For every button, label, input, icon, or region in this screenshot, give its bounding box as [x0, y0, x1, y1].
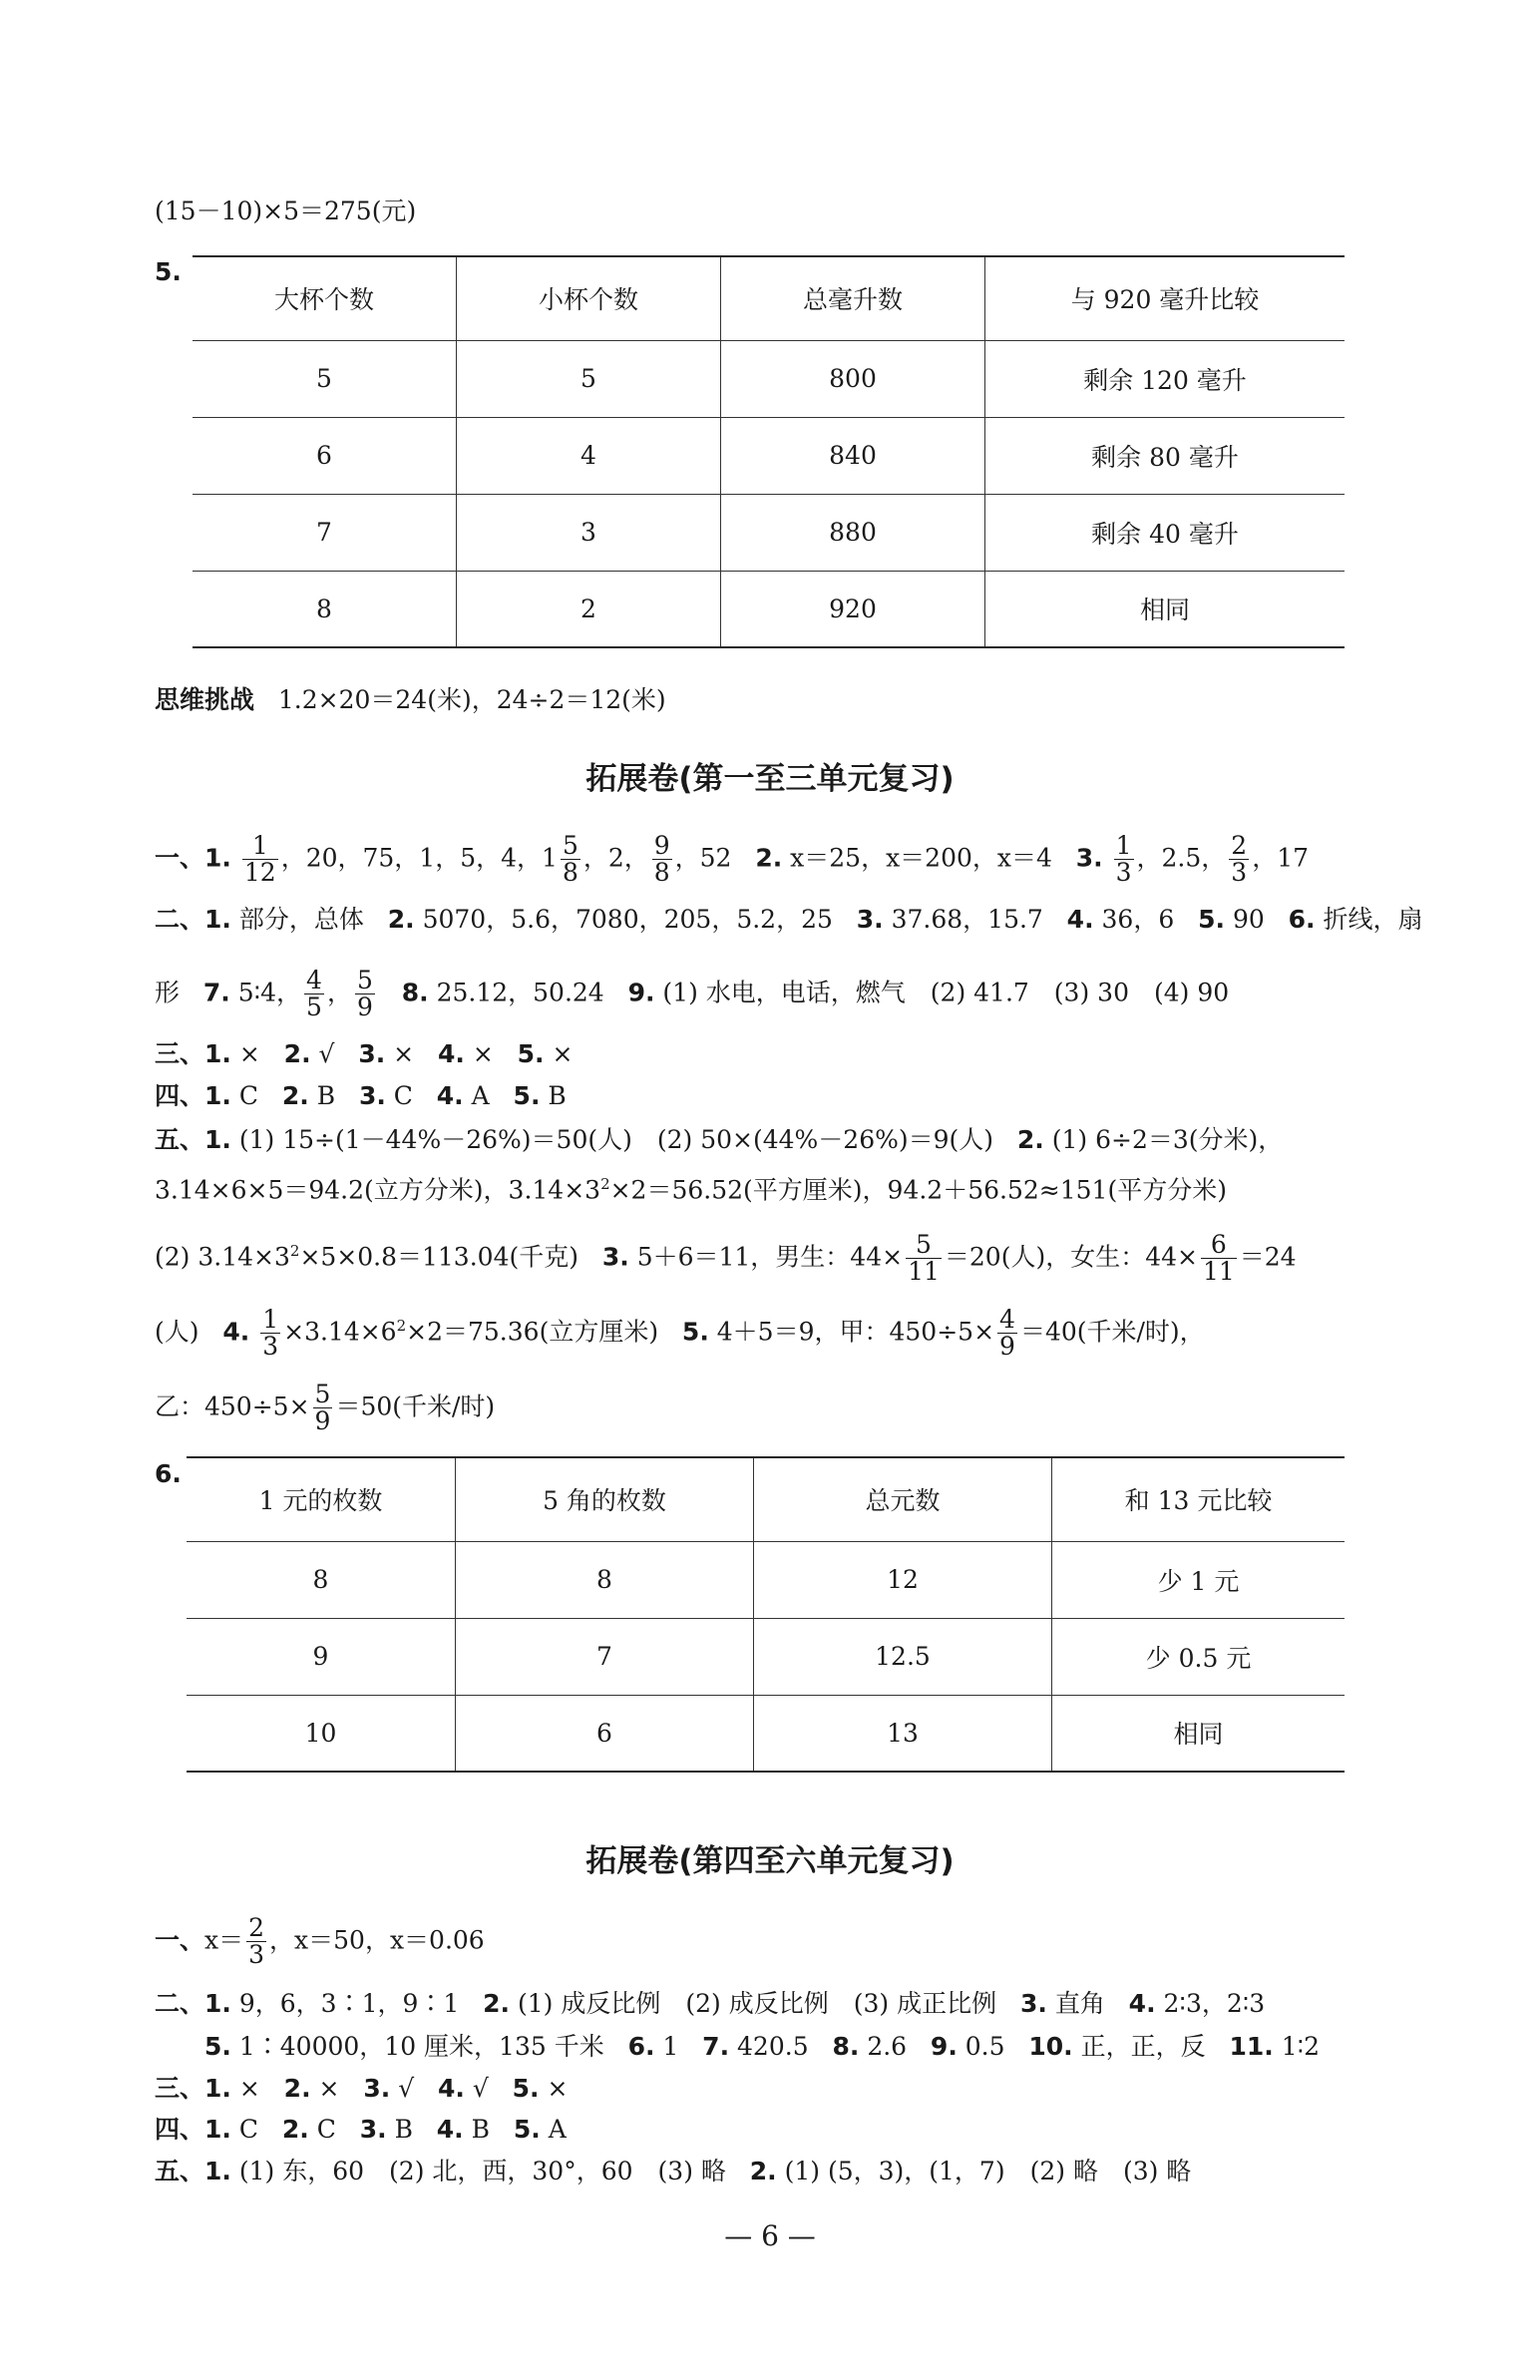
answer-text: 90 [1232, 905, 1265, 934]
table-cell: 3 [457, 494, 721, 571]
item-number: 7. [202, 978, 230, 1007]
q5-table [192, 255, 1345, 648]
s2-line-4: 三、1. × 2. × 3. √ 4. √ 5. × [155, 2074, 569, 2103]
table-row [192, 571, 1345, 647]
table-cell: 880 [721, 494, 985, 571]
table-header-cell: 5 角的枚数 [456, 1457, 754, 1541]
table-cell: 800 [721, 340, 985, 417]
item-number: 4. [1066, 905, 1094, 934]
fraction: $\frac{9}{8}$ [653, 831, 670, 888]
item-number: 2. [755, 843, 783, 873]
table-cell: 7 [456, 1618, 754, 1695]
table-cell: 少 1 元 [1052, 1541, 1346, 1618]
item-number: 3. [856, 905, 884, 934]
q5-label: 5. [155, 257, 182, 286]
fraction: $\frac{1}{12}$ [243, 831, 276, 888]
item-number: 1. [204, 843, 231, 873]
item-marker: 二、 [155, 905, 205, 934]
section2-title: 拓展卷(第四至六单元复习) [585, 1843, 955, 1879]
table-cell: 12 [754, 1541, 1052, 1618]
s1-line-2 [155, 903, 1422, 937]
fraction: $\frac{5}{9}$ [356, 966, 373, 1022]
s2-line-5: 四、1. C 2. C 3. B 4. B 5. A [155, 2115, 567, 2144]
answer-text: 形 [155, 978, 181, 1007]
table-cell: 2 [457, 571, 721, 647]
answer-text: 部分，总体 [238, 905, 364, 934]
table-cell: 相同 [985, 571, 1346, 647]
table-header-cell: 总毫升数 [721, 256, 985, 340]
s1-line-5: 四、1. C 2. B 3. C 4. A 5. B [155, 1081, 567, 1110]
s2-line-3: 5. 1∶40000，10 厘米，135 千米 6. 1 7. 420.5 8. 2.6 9. 0.5 10. 正，正，反 11. 1∶2 [204, 2032, 1321, 2061]
answer-text: 5∶4， [237, 978, 302, 1007]
table-row [187, 1541, 1345, 1618]
item-number: 8. [401, 978, 429, 1007]
fraction: $\frac{1}{3}$ [1115, 831, 1132, 888]
answer-text: 折线，扇 [1323, 905, 1423, 934]
table-cell: 8 [456, 1541, 754, 1618]
fraction: $\frac{2}{3}$ [1231, 831, 1248, 888]
item-number: 3. [1075, 843, 1103, 873]
table-header-cell: 总元数 [754, 1457, 1052, 1541]
answer-text: 36，6 [1101, 905, 1175, 934]
table-cell: 6 [192, 417, 457, 494]
table-cell: 4 [457, 417, 721, 494]
table-header-row [187, 1457, 1345, 1541]
answer-text: ，20，75，1，5，4，1 [280, 843, 558, 873]
answer-text: x＝25，x＝200，x＝4 [790, 843, 1052, 873]
answer-text: 37.68，15.7 [891, 905, 1043, 934]
top-equation: (15－10)×5＝275(元) [155, 197, 417, 225]
s1-line-10: 乙：450÷5× $\frac{5}{9}$ ＝50(千米/时) [155, 1380, 496, 1436]
table-cell: 12.5 [754, 1618, 1052, 1695]
fraction: $\frac{4}{9}$ [999, 1305, 1015, 1362]
table-cell: 6 [456, 1695, 754, 1772]
challenge-text: 1.2×20＝24(米)，24÷2＝12(米) [277, 685, 666, 714]
table-row [187, 1618, 1345, 1695]
answer-text: ，2， [582, 843, 649, 873]
table-cell: 8 [187, 1541, 456, 1618]
item-number: 2. [387, 905, 415, 934]
fraction: $\frac{2}{3}$ [248, 1913, 265, 1970]
table-cell: 剩余 40 毫升 [985, 494, 1346, 571]
fraction: $\frac{5}{8}$ [562, 831, 578, 888]
q6-label: 6. [155, 1459, 182, 1488]
table-header-cell: 1 元的枚数 [187, 1457, 456, 1541]
table-cell: 10 [187, 1695, 456, 1772]
section1-title: 拓展卷(第一至三单元复习) [585, 761, 955, 797]
table-cell: 920 [721, 571, 985, 647]
table-row [192, 494, 1345, 571]
table-row [192, 340, 1345, 417]
fraction: $\frac{4}{5}$ [306, 966, 322, 1022]
s2-line-1: 一、x＝ $\frac{2}{3}$ ，x＝50，x＝0.06 [155, 1913, 485, 1970]
answer-text: 25.12，50.24 [436, 978, 604, 1007]
fraction: $\frac{6}{11}$ [1202, 1230, 1235, 1287]
challenge-line [155, 683, 666, 717]
table-cell: 剩余 120 毫升 [985, 340, 1346, 417]
answer-text: (1) 水电，电话，燃气 (2) 41.7 (3) 30 (4) 90 [662, 978, 1230, 1007]
fraction: $\frac{1}{3}$ [262, 1305, 279, 1362]
table-cell: 840 [721, 417, 985, 494]
table-cell: 5 [192, 340, 457, 417]
item-number: 6. [1288, 905, 1316, 934]
table-cell: 剩余 80 毫升 [985, 417, 1346, 494]
s1-line-3 [155, 968, 1229, 1021]
answer-text: ，17 [1252, 843, 1309, 873]
page-number: — 6 — [724, 2219, 816, 2252]
item-marker: 一、 [155, 843, 205, 873]
table-cell: 8 [192, 571, 457, 647]
table-cell: 少 0.5 元 [1052, 1618, 1346, 1695]
s2-line-6: 五、1. (1) 东，60 (2) 北，西，30°，60 (3) 略 2. (1) (5，3)，(1，7) (2) 略 (3) 略 [155, 2157, 1192, 2185]
s1-line-7: 3.14×6×5＝94.2(立方分米)，$3.14\times 3^2\times 2=56.52$(平方厘米)，94.2＋56.52≈151(平方分米) [155, 1175, 1227, 1205]
table-cell: 9 [187, 1618, 456, 1695]
answer-text: ，2.5， [1136, 843, 1227, 873]
table-header-cell: 小杯个数 [457, 256, 721, 340]
fraction: $\frac{5}{9}$ [314, 1380, 331, 1436]
table-header-row [192, 256, 1345, 340]
item-number: 1. [204, 905, 231, 934]
table-cell: 相同 [1052, 1695, 1346, 1772]
item-number: 9. [627, 978, 655, 1007]
answer-text: ， [326, 978, 352, 1007]
answer-text: 5070，5.6，7080，205，5.2，25 [422, 905, 833, 934]
s2-line-2: 二、1. 9，6，3∶1，9∶1 2. (1) 成反比例 (2) 成反比例 (3) 成正比例 3. 直角 4. 2∶3，2∶3 [155, 1989, 1266, 2018]
table-header-cell: 大杯个数 [192, 256, 457, 340]
item-number: 5. [1198, 905, 1225, 934]
table-cell: 5 [457, 340, 721, 417]
s1-line-1 [155, 833, 1309, 887]
table-header-cell: 和 13 元比较 [1052, 1457, 1346, 1541]
fraction: $\frac{5}{11}$ [908, 1230, 940, 1287]
s1-line-4: 三、1. × 2. √ 3. × 4. × 5. × [155, 1039, 574, 1068]
challenge-label: 思维挑战 [155, 685, 255, 714]
table-cell: 7 [192, 494, 457, 571]
s1-line-8: (2) $3.14\times 3^2\times 5\times 0.8=113.04$(千克) 3. 5＋6＝11，男生：44× $\frac{5}{11}$ ＝20(人)，女生：44× $\frac{6}{11}$ ＝24 [155, 1230, 1297, 1287]
table-cell: 13 [754, 1695, 1052, 1772]
table-header-cell: 与 920 毫升比较 [985, 256, 1346, 340]
table-row [187, 1695, 1345, 1772]
answer-text: ，52 [674, 843, 732, 873]
q6-table [187, 1456, 1345, 1773]
table-row [192, 417, 1345, 494]
s1-line-6: 五、1. (1) 15÷(1－44%－26%)＝50(人) (2) 50×(44%－26%)＝9(人) 2. (1) 6÷2＝3(分米)， [155, 1125, 1284, 1154]
s1-line-9: (人) 4. $\frac{1}{3}$ $\times 3.14\times 6^2\times 2=75.36$(立方厘米) 5. 4＋5＝9，甲：450÷5× $\frac{4}{9}$ ＝40(千米/时)， [155, 1305, 1205, 1362]
